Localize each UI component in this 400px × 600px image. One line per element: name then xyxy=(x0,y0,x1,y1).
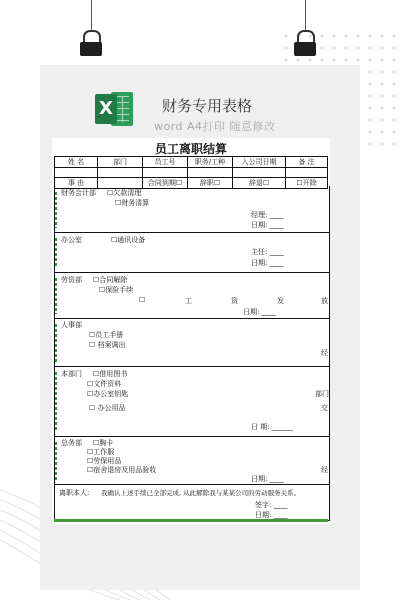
section-name: 人事部 xyxy=(61,321,82,329)
section-employee xyxy=(54,484,330,521)
checkbox-item[interactable]: ☐财务清算 xyxy=(115,199,150,207)
reason-label: 事 由 xyxy=(55,178,98,189)
payroll-text: 工 xyxy=(185,297,192,305)
date-line: 日期: ____ xyxy=(251,221,284,229)
header-cell: 部门 xyxy=(98,157,143,168)
blank-row xyxy=(55,168,328,178)
form-document xyxy=(52,138,330,524)
section-general-affairs xyxy=(54,436,330,485)
banner-subtitle: word A4打印 随意修改 xyxy=(154,120,276,133)
checkbox-item[interactable]: ☐工作服 xyxy=(87,448,115,456)
section-hr xyxy=(54,318,330,367)
checkbox-item[interactable]: ☐员工手册 xyxy=(89,331,124,339)
payroll-text: ☐ xyxy=(139,296,146,304)
overflow-text: 交 xyxy=(321,404,328,412)
header-cell: 姓 名 xyxy=(55,157,98,168)
section-department xyxy=(54,366,330,437)
checkbox-item[interactable]: ☐文件资料 xyxy=(87,380,122,388)
binder-clip-icon xyxy=(80,30,102,56)
section-name: 劳资部 xyxy=(61,276,82,284)
section-office xyxy=(54,232,330,273)
statement-text: 我确认上述手续已全部完成, 从此解除我与某某公司的劳动服务关系。 xyxy=(101,489,301,497)
excel-icon: X xyxy=(95,92,135,126)
payroll-text: 放 xyxy=(321,297,328,305)
header-cell: 职务/工种 xyxy=(188,157,233,168)
binder-clip-icon xyxy=(294,30,316,56)
date-line: 日期: ____ xyxy=(251,475,284,483)
section-name: 离职本人: xyxy=(59,489,90,497)
checkbox-item[interactable]: ☐宿舍退房及用品验收 xyxy=(87,466,157,474)
checkbox-item[interactable]: ☐保险手续 xyxy=(99,286,134,294)
checkbox-item[interactable]: ☐办公室钥匙 xyxy=(87,390,129,398)
header-cell: 备 注 xyxy=(286,157,328,168)
checkbox-item[interactable]: ☐合同解除 xyxy=(93,276,128,284)
checkbox-item[interactable]: ☐借用图书 xyxy=(93,370,128,378)
sign-line: 经理: ____ xyxy=(251,211,284,219)
header-cell: 员工号 xyxy=(143,157,188,168)
checkbox-item[interactable]: ☐劳保用品 xyxy=(87,457,122,465)
overflow-text: 经 xyxy=(321,466,328,474)
hanging-string-right xyxy=(305,0,306,32)
checkbox-item[interactable]: ☐通讯设备 xyxy=(111,236,146,244)
section-name: 本部门 xyxy=(61,370,82,378)
section-labor xyxy=(54,272,330,319)
checkbox-item[interactable]: ☐胸卡 xyxy=(93,439,114,447)
section-name: 财务会计部 xyxy=(61,189,96,197)
form-title: 员工离职结算 xyxy=(154,142,227,156)
header-table xyxy=(54,156,328,189)
hanging-string-left xyxy=(91,0,92,32)
payroll-text: 发 xyxy=(277,297,284,305)
date-line: 日期: ____ xyxy=(251,259,284,267)
date-line: 日期: ____ xyxy=(243,308,276,316)
checkbox-item[interactable]: ☐ 档案调出 xyxy=(89,341,126,349)
sign-line: 主任: ____ xyxy=(251,248,284,256)
header-cell: 入公司日期 xyxy=(233,157,286,168)
date-line: 日 期: ______ xyxy=(251,423,293,431)
banner-title: 财务专用表格 xyxy=(162,97,253,115)
footer-accent-bar xyxy=(54,519,328,522)
checkbox-item[interactable]: ☐ 办公用品 xyxy=(89,404,126,412)
reason-option[interactable]: ☐开除 xyxy=(286,178,328,189)
section-name: 办公室 xyxy=(61,236,82,244)
checkbox-item[interactable]: ☐欠款清理 xyxy=(107,189,142,197)
overflow-text: 部门 xyxy=(315,390,329,398)
reason-option[interactable]: 辞职☐ xyxy=(188,178,233,189)
overflow-text: 经 xyxy=(321,349,328,357)
section-finance xyxy=(54,186,330,233)
payroll-text: 资 xyxy=(231,297,238,305)
date-line: 日期: ____ xyxy=(255,511,288,519)
reason-option[interactable]: 辞退☐ xyxy=(233,178,286,189)
reason-option[interactable]: 合同到期☐ xyxy=(143,178,188,189)
sign-line: 签字: ____ xyxy=(255,501,288,509)
header-row xyxy=(55,157,328,168)
section-name: 总务部 xyxy=(61,439,82,447)
